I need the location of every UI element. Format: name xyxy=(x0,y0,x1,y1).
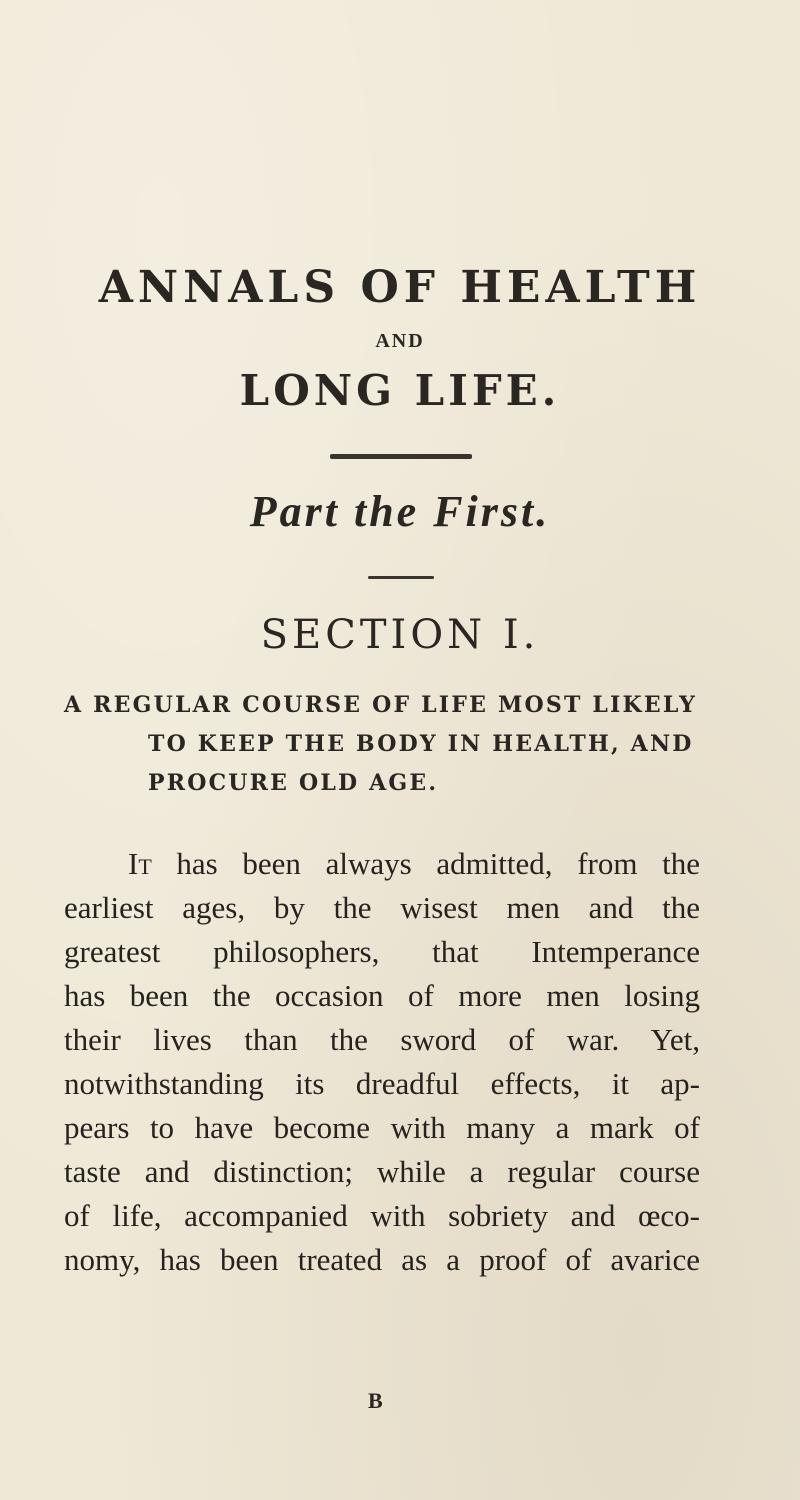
paragraph-line: their lives than the sword of war. Yet, xyxy=(64,1022,700,1057)
paragraph-line xyxy=(64,842,700,886)
paragraph-line: of life, accompanied with sobriety and œco- xyxy=(64,1198,700,1233)
section-heading: SECTION I. xyxy=(260,612,540,658)
section-subtitle xyxy=(64,686,697,803)
paragraph-line: nomy, has been treated as a proof of avarice xyxy=(64,1242,700,1277)
body-paragraph xyxy=(64,842,700,1282)
short-rule xyxy=(368,576,434,579)
paragraph-line: greatest philosophers, that Intemperance xyxy=(64,934,700,969)
paragraph-line: notwithstanding its dreadful effects, it ap- xyxy=(64,1066,700,1101)
book-title: ANNALS OF HEALTH xyxy=(98,262,702,313)
title-conjunction: AND xyxy=(375,330,425,352)
paragraph-line: taste and distinction; while a regular course xyxy=(64,1154,700,1189)
subtitle-line: PROCURE OLD AGE. xyxy=(148,770,439,796)
part-heading: Part the First. xyxy=(249,487,551,536)
subtitle-line: TO KEEP THE BODY IN HEALTH, AND xyxy=(148,731,694,757)
book-subtitle: LONG LIFE. xyxy=(239,366,561,415)
signature-mark: B xyxy=(368,1388,383,1413)
ornamental-rule xyxy=(330,454,472,459)
paragraph-line-text: has been always admitted, from the xyxy=(151,846,700,881)
paragraph-line: has been the occasion of more men losing xyxy=(64,978,700,1013)
paragraph-line: pears to have become with many a mark of xyxy=(64,1110,700,1145)
drop-word: It xyxy=(128,846,152,881)
paragraph-line: earliest ages, by the wisest men and the xyxy=(64,890,700,925)
subtitle-line: A REGULAR COURSE OF LIFE MOST LIKELY xyxy=(64,692,697,718)
